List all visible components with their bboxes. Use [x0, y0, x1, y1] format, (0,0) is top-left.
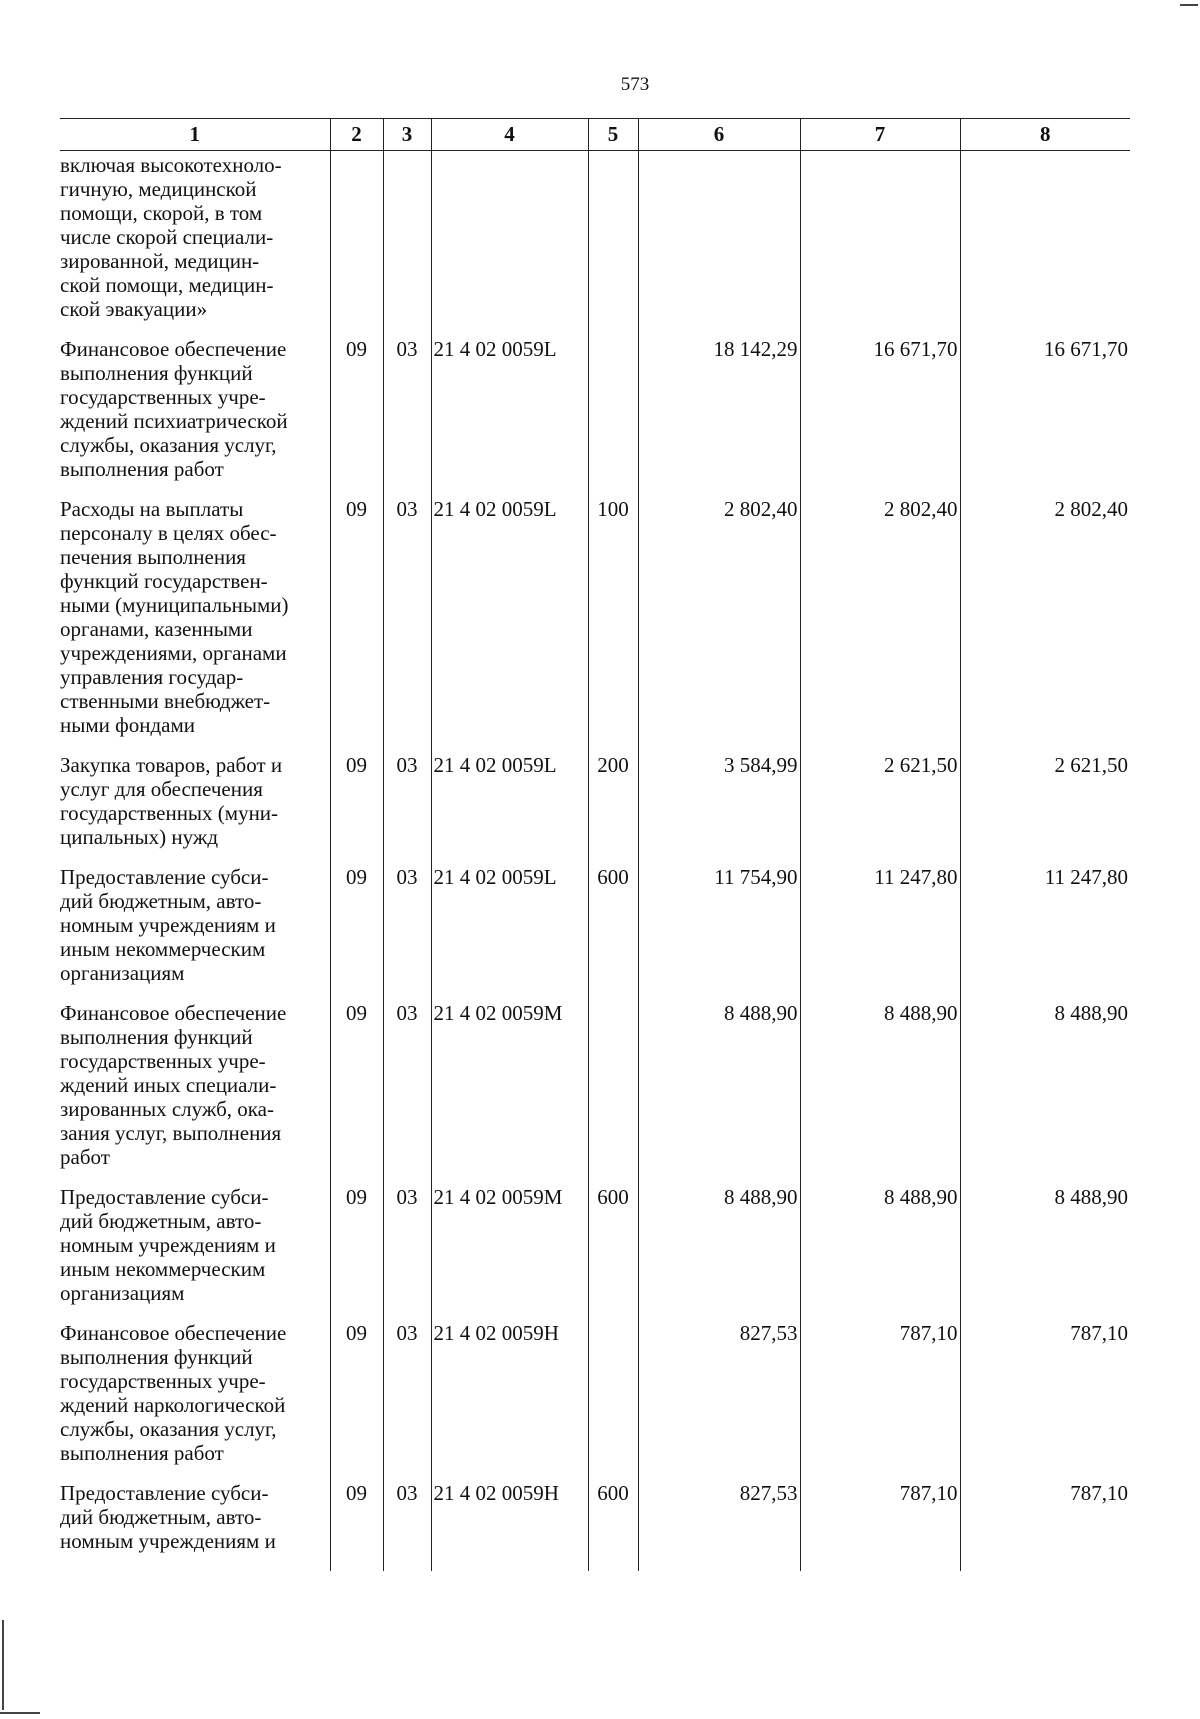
table-row [60, 497, 1130, 753]
row-section: 09 [330, 337, 383, 497]
row-name: Расходы на выплаты персоналу в целях обес- печения выполнения функций государствен- ными (муниципальными) органами, казенными учреждениями, органами управления государ- ственными внебюджет- ными фондами [60, 497, 289, 737]
row-amount-8: 11 247,80 [960, 865, 1130, 1001]
row-expense-type: 600 [588, 1185, 638, 1321]
row-expense-type: 100 [588, 497, 638, 753]
row-amount-7: 2 802,40 [800, 497, 960, 753]
row-target-article: 21 4 02 0059H [431, 1481, 588, 1571]
row-amount-6: 8 488,90 [638, 1001, 800, 1185]
row-target-article: 21 4 02 0059M [431, 1001, 588, 1185]
row-subsection: 03 [383, 337, 431, 497]
row-subsection: 03 [383, 865, 431, 1001]
row-amount-8 [960, 151, 1130, 338]
row-name: Предоставление субси- дий бюджетным, авто- номным учреждениям и [60, 1481, 276, 1553]
row-section: 09 [330, 865, 383, 1001]
row-name: Предоставление субси- дий бюджетным, авто- номным учреждениям и иным некоммерческим организациям [60, 865, 276, 985]
row-amount-7: 787,10 [800, 1321, 960, 1481]
col-header-7: 7 [800, 119, 960, 151]
row-amount-7: 8 488,90 [800, 1001, 960, 1185]
col-header-4: 4 [431, 119, 588, 151]
row-target-article: 21 4 02 0059L [431, 865, 588, 1001]
row-expense-type: 200 [588, 753, 638, 865]
row-amount-7: 8 488,90 [800, 1185, 960, 1321]
row-section: 09 [330, 1321, 383, 1481]
header-row [60, 119, 1130, 151]
col-header-3: 3 [383, 119, 431, 151]
row-subsection: 03 [383, 753, 431, 865]
row-section: 09 [330, 753, 383, 865]
row-amount-8: 8 488,90 [960, 1185, 1130, 1321]
row-section: 09 [330, 1185, 383, 1321]
table-row [60, 337, 1130, 497]
budget-table [60, 118, 1130, 1571]
row-amount-7: 16 671,70 [800, 337, 960, 497]
row-target-article: 21 4 02 0059L [431, 497, 588, 753]
row-subsection: 03 [383, 1001, 431, 1185]
table-row [60, 1185, 1130, 1321]
row-subsection [383, 151, 431, 338]
row-name: включая высокотехноло- гичную, медицинской помощи, скорой, в том числе скорой специали- зированной, медицин- ской помощи, медицин- ской эвакуации» [60, 153, 282, 321]
row-subsection: 03 [383, 1185, 431, 1321]
row-amount-8: 16 671,70 [960, 337, 1130, 497]
row-amount-8: 8 488,90 [960, 1001, 1130, 1185]
row-amount-6: 3 584,99 [638, 753, 800, 865]
page-number: 573 [620, 74, 650, 95]
row-name: Финансовое обеспечение выполнения функций государственных учре- ждений наркологической службы, оказания услуг, выполнения работ [60, 1321, 287, 1465]
row-amount-7: 2 621,50 [800, 753, 960, 865]
row-name: Закупка товаров, работ и услуг для обеспечения государственных (муни- ципальных) нужд [60, 753, 283, 849]
row-section: 09 [330, 1001, 383, 1185]
col-header-2: 2 [330, 119, 383, 151]
row-expense-type [588, 1321, 638, 1481]
table-row [60, 1321, 1130, 1481]
table-row [60, 753, 1130, 865]
col-header-6: 6 [638, 119, 800, 151]
row-amount-8: 2 802,40 [960, 497, 1130, 753]
row-amount-8: 787,10 [960, 1321, 1130, 1481]
row-amount-6: 2 802,40 [638, 497, 800, 753]
row-amount-6 [638, 151, 800, 338]
table-row [60, 1481, 1130, 1571]
row-name: Предоставление субси- дий бюджетным, авто- номным учреждениям и иным некоммерческим организациям [60, 1185, 276, 1305]
row-section: 09 [330, 1481, 383, 1571]
scan-edge-mark-left [2, 1620, 4, 1710]
row-amount-8: 787,10 [960, 1481, 1130, 1571]
row-expense-type: 600 [588, 865, 638, 1001]
row-subsection: 03 [383, 497, 431, 753]
col-header-5: 5 [588, 119, 638, 151]
row-subsection: 03 [383, 1481, 431, 1571]
scan-edge-mark-bottom [0, 1712, 40, 1714]
row-name: Финансовое обеспечение выполнения функций государственных учре- ждений иных специали- зированных служб, ока- зания услуг, выполнения работ [60, 1001, 287, 1169]
row-amount-8: 2 621,50 [960, 753, 1130, 865]
row-expense-type [588, 337, 638, 497]
row-target-article: 21 4 02 0059H [431, 1321, 588, 1481]
row-section [330, 151, 383, 338]
row-amount-7 [800, 151, 960, 338]
row-amount-6: 11 754,90 [638, 865, 800, 1001]
row-target-article: 21 4 02 0059M [431, 1185, 588, 1321]
row-amount-6: 827,53 [638, 1321, 800, 1481]
row-amount-6: 8 488,90 [638, 1185, 800, 1321]
row-expense-type: 600 [588, 1481, 638, 1571]
row-expense-type [588, 1001, 638, 1185]
row-section: 09 [330, 497, 383, 753]
col-header-1: 1 [60, 119, 330, 151]
row-subsection: 03 [383, 1321, 431, 1481]
row-amount-7: 11 247,80 [800, 865, 960, 1001]
table-row [60, 1001, 1130, 1185]
table-row [60, 865, 1130, 1001]
row-target-article [431, 151, 588, 338]
row-amount-7: 787,10 [800, 1481, 960, 1571]
row-expense-type [588, 151, 638, 338]
row-amount-6: 18 142,29 [638, 337, 800, 497]
row-amount-6: 827,53 [638, 1481, 800, 1571]
row-target-article: 21 4 02 0059L [431, 753, 588, 865]
table-row [60, 151, 1130, 338]
row-target-article: 21 4 02 0059L [431, 337, 588, 497]
row-name: Финансовое обеспечение выполнения функций государственных учре- ждений психиатрической службы, оказания услуг, выполнения работ [60, 337, 288, 481]
scan-edge-mark-top-right [1180, 4, 1198, 6]
col-header-8: 8 [960, 119, 1130, 151]
